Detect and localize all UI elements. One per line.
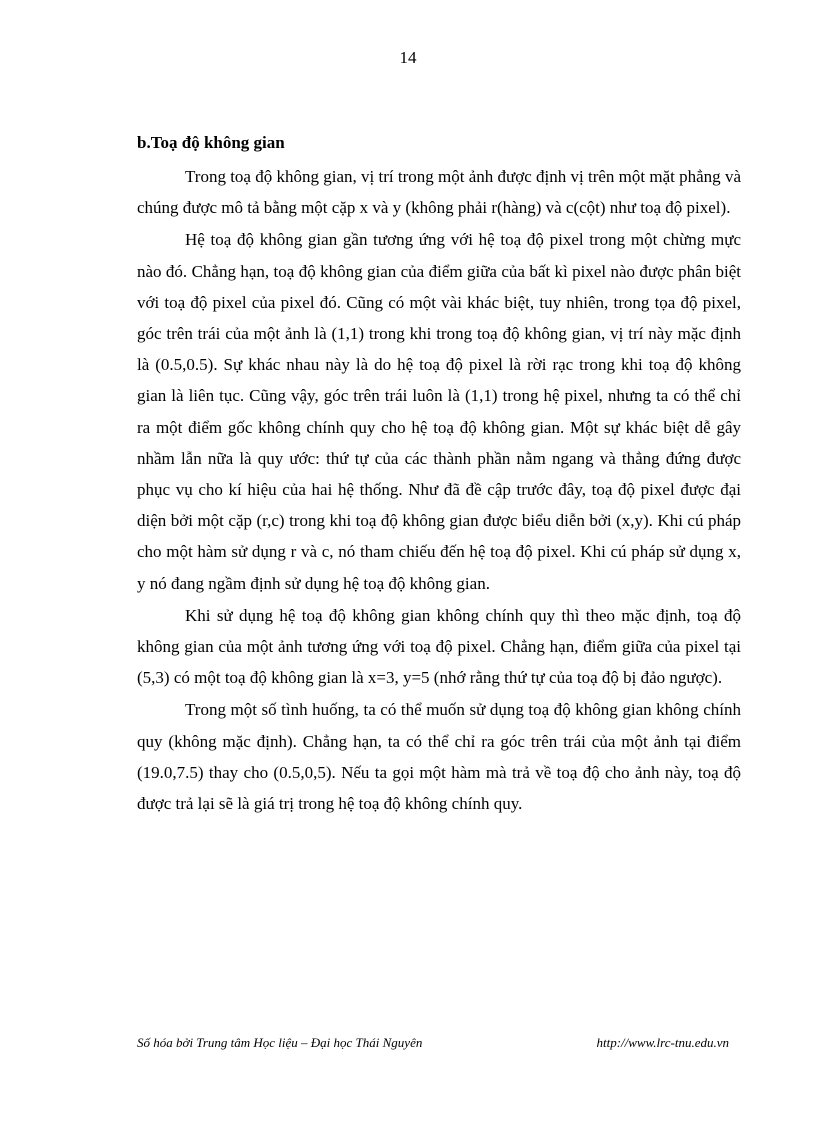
footer-source: Số hóa bởi Trung tâm Học liệu – Đại học Thái Nguyên — [137, 1035, 423, 1050]
section-heading: b.Toạ độ không gian — [137, 133, 285, 152]
body-text — [137, 161, 741, 820]
paragraph-2: Hệ toạ độ không gian gần tương ứng với hệ toạ độ pixel trong một chừng mực nào đó. Chẳng hạn, toạ độ không gian của điểm giữa của bất kì pixel nào được phân biệt với toạ độ pixel của pixel đó. Cũng có một vài khác biệt, tuy nhiên, trong tọa độ pixel, góc trên trái của một ảnh là (1,1) trong khi trong toạ độ không gian, vị trí này mặc định là (0.5,0.5). Sự khác nhau này là do hệ toạ độ pixel là rời rạc trong khi toạ độ không gian là liên tục. Cũng vậy, góc trên trái luôn là (1,1) trong hệ pixel, nhưng ta có thể chỉ ra một điểm gốc không chính quy cho hệ toạ độ không gian. Một sự khác biệt dễ gây nhầm lẫn nữa là quy ước: thứ tự của các thành phần nằm ngang và thẳng đứng được phục vụ cho kí hiệu của hai hệ thống. Như đã đề cập trước đây, toạ độ pixel được đại diện bởi một cặp (r,c) trong khi toạ độ không gian được biểu diễn bởi (x,y). Khi cú pháp cho một hàm sử dụng r và c, nó tham chiếu đến hệ toạ độ pixel. Khi cú pháp sử dụng x, y nó đang ngầm định sử dụng hệ toạ độ không gian. — [137, 230, 741, 593]
page-number: 14 — [399, 48, 417, 67]
paragraph-4: Trong một số tình huống, ta có thể muốn sử dụng toạ độ không gian không chính quy (không mặc định). Chẳng hạn, ta có thể chỉ ra góc trên trái của một ảnh tại điểm (19.0,7.5) thay cho (0.5,0,5). Nếu ta gọi một hàm mà trả về toạ độ cho ảnh này, toạ độ được trả lại sẽ là giá trị trong hệ toạ độ không chính quy. — [137, 700, 741, 814]
paragraph-3: Khi sử dụng hệ toạ độ không gian không chính quy thì theo mặc định, toạ độ không gian của một ảnh tương ứng với toạ độ pixel. Chẳng hạn, điểm giữa của pixel tại (5,3) có một toạ độ không gian là x=3, y=5 (nhớ rằng thứ tự của toạ độ bị đảo ngược). — [137, 605, 741, 688]
footer-url[interactable]: http://www.lrc-tnu.edu.vn — [596, 1035, 729, 1050]
paragraph-1: Trong toạ độ không gian, vị trí trong một ảnh được định vị trên một mặt phẳng và chúng được mô tả bằng một cặp x và y (không phải r(hàng) và c(cột) như toạ độ pixel). — [137, 167, 741, 218]
